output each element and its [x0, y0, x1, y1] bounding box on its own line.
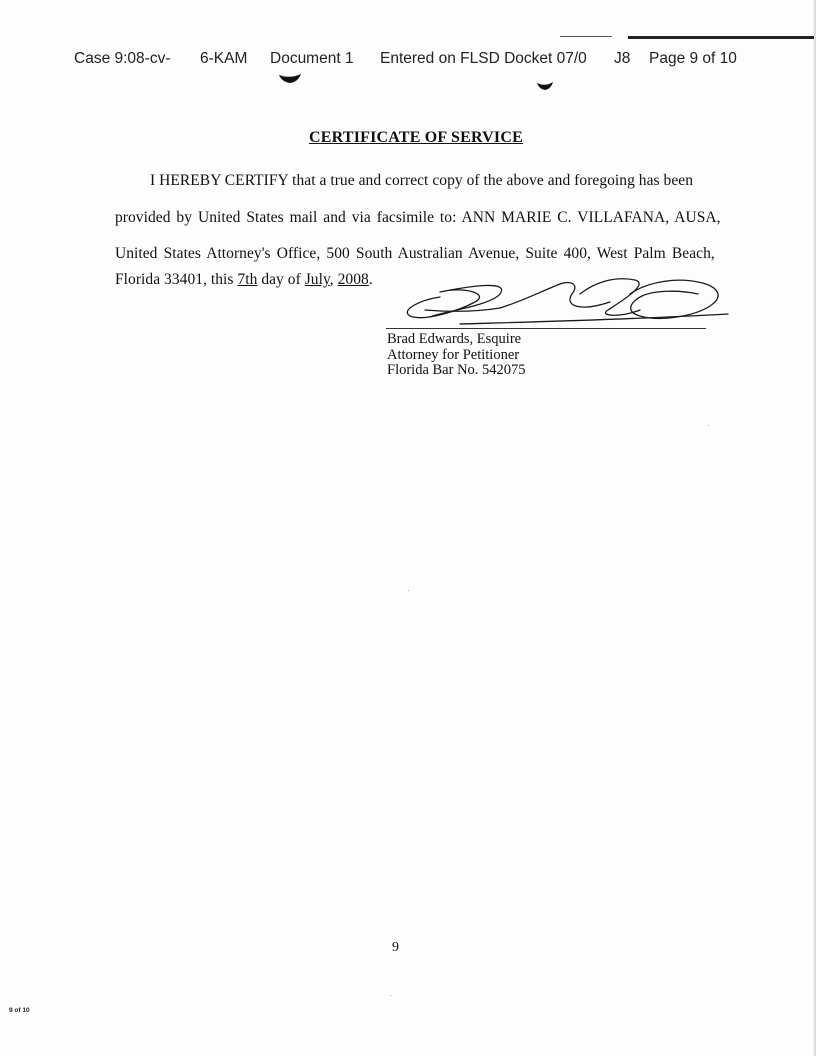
- handwritten-signature: [380, 272, 740, 334]
- service-month: July: [304, 271, 330, 288]
- attorney-role: Attorney for Petitioner: [387, 346, 520, 363]
- scan-speck: [708, 425, 709, 426]
- header-date-fragment: J8: [614, 50, 631, 67]
- attorney-name: Brad Edwards, Esquire: [387, 331, 522, 347]
- certificate-text-line-3: United States Attorney's Office, 500 South Australian Avenue, Suite 400, West Palm Beach,: [115, 245, 715, 262]
- line4-end: .: [368, 271, 373, 288]
- service-year: 2008: [337, 271, 369, 288]
- footer-page-tag: 9 of 10: [9, 1007, 30, 1014]
- certificate-text-line-2: provided by United States mail and via facsimile to: ANN MARIE C. VILLAFANA, AUSA,: [115, 209, 721, 226]
- header-page-count: Page 9 of 10: [649, 50, 737, 67]
- header-judge-code: 6-KAM: [200, 50, 248, 67]
- scan-speck: [408, 590, 409, 591]
- service-day: 7th: [237, 271, 258, 288]
- certificate-title: CERTIFICATE OF SERVICE: [309, 129, 523, 146]
- line4-mid: day of: [257, 271, 305, 288]
- page-number: 9: [392, 940, 399, 955]
- line4-comma: ,: [329, 271, 338, 288]
- punch-hole-mark-left: [278, 73, 302, 85]
- certificate-text-line-1: I HEREBY CERTIFY that a true and correct copy of the above and foregoing has been: [150, 172, 694, 189]
- scan-speck: [390, 995, 391, 996]
- header-docket-entry: Entered on FLSD Docket 07/0: [380, 50, 587, 67]
- header-case-number: Case 9:08-cv-: [74, 50, 171, 67]
- top-scan-mark: [560, 36, 816, 40]
- bar-number: Florida Bar No. 542075: [387, 362, 526, 378]
- punch-hole-mark-right: [536, 81, 554, 91]
- line4-prefix: Florida 33401, this: [115, 271, 238, 288]
- header-document-number: Document 1: [270, 50, 354, 67]
- certificate-text-line-4: [115, 271, 373, 289]
- signature-block: [387, 332, 526, 379]
- court-filing-header: [0, 50, 816, 70]
- signature-line: [386, 328, 706, 329]
